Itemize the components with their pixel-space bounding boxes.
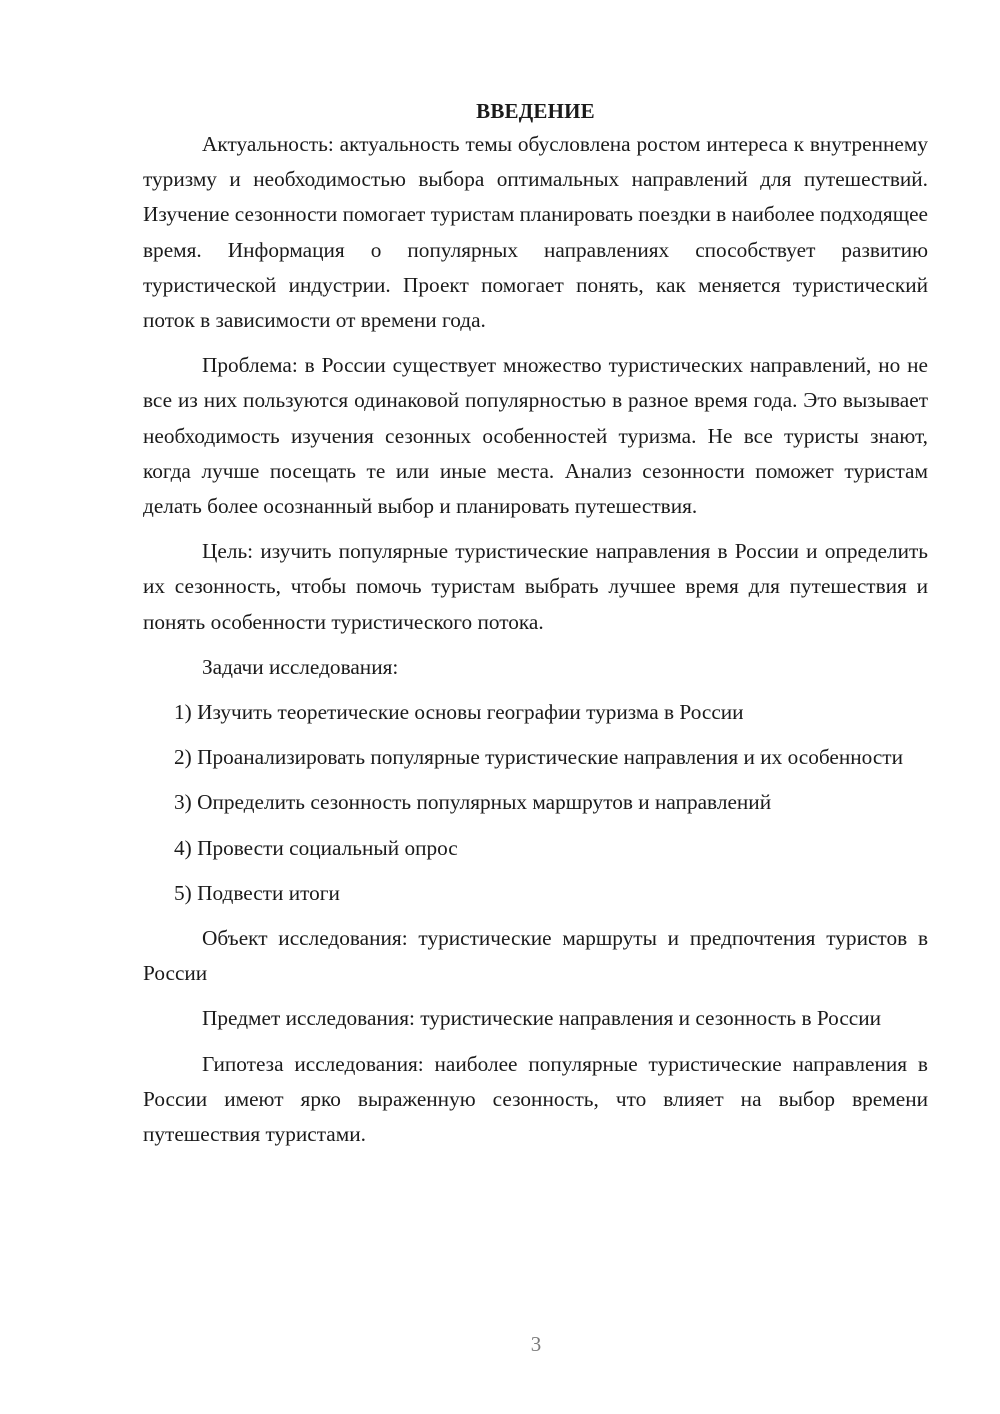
- tasks-heading: Задачи исследования:: [202, 654, 399, 679]
- task-item-4: 4) Провести социальный опрос: [174, 835, 458, 860]
- page-number: 3: [530, 1332, 542, 1356]
- object-paragraph: Объект исследования: туристические маршруты и предпочтения туристов в России: [143, 926, 928, 986]
- task-item-2: 2) Проанализировать популярные туристические направления и их особенности: [174, 745, 903, 770]
- relevance-paragraph: Актуальность: актуальность темы обусловлена ростом интереса к внутреннему туризму и необходимостью выбора оптимальных направлений для путешествий. Изучение сезонности помогает туристам планировать поездки в наиболее подходящее время. Информация о популярных направлениях способствует развитию туристической индустрии. Проект помогает понять, как меняется туристический поток в зависимости от времени года.: [143, 132, 928, 333]
- page-content: [143, 96, 928, 1162]
- task-item-5: 5) Подвести итоги: [174, 880, 340, 905]
- task-item-3: 3) Определить сезонность популярных маршрутов и направлений: [174, 790, 772, 815]
- subject-paragraph: Предмет исследования: туристические направления и сезонность в России: [202, 1006, 882, 1031]
- hypothesis-paragraph: Гипотеза исследования: наиболее популярные туристические направления в России имеют ярко выраженную сезонность, что влияет на выбор времени путешествия туристами.: [143, 1051, 928, 1147]
- goal-paragraph: Цель: изучить популярные туристические направления в России и определить их сезонность, чтобы помочь туристам выбрать лучшее время для путешествия и понять особенности туристического потока.: [143, 539, 928, 634]
- problem-paragraph: Проблема: в России существует множество туристических направлений, но не все из них пользуются одинаковой популярностью в разное время года. Это вызывает необходимость изучения сезонных особенностей туризма. Не все туристы знают, когда лучше посещать те или иные места. Анализ сезонности поможет туристам делать более осознанный выбор и планировать путешествия.: [143, 353, 928, 519]
- task-item-1: 1) Изучить теоретические основы географии туризма в России: [174, 700, 744, 725]
- section-title: ВВЕДЕНИЕ: [476, 99, 595, 123]
